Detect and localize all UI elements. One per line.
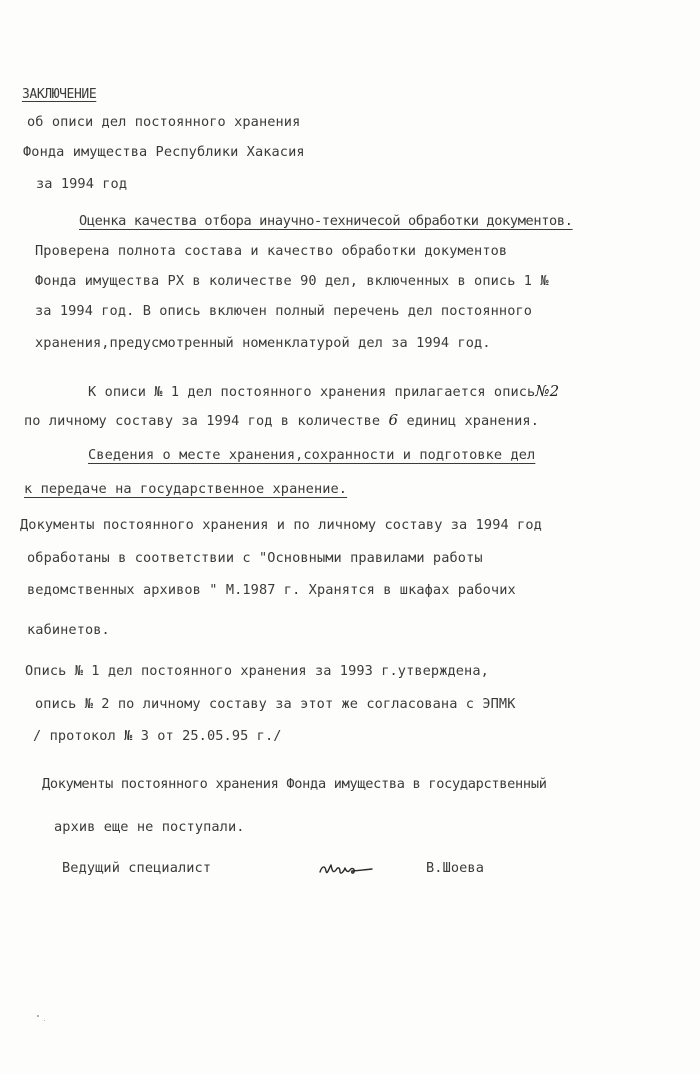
paragraph-2-line-1-text: К описи № 1 дел постоянного хранения прилагается опись <box>88 384 536 400</box>
signature-name: В.Шоева <box>426 860 484 876</box>
paragraph-1-line-3: за 1994 год. В опись включен полный перечень дел постоянного <box>35 303 533 319</box>
paragraph-2-line-2-text-b: единиц хранения. <box>398 413 540 429</box>
paragraph-3-line-3: ведомственных архивов " М.1987 г. Хранятся в шкафах рабочих <box>27 582 516 598</box>
handwritten-opis-number: №2 <box>535 382 560 400</box>
section-2-heading-line-1: Сведения о месте хранения,сохранности и подготовке дел <box>88 447 536 463</box>
handwritten-unit-count: 6 <box>388 411 399 429</box>
paragraph-1-line-2: Фонда имущества РХ в количестве 90 дел, включенных в опись 1 № <box>35 273 549 289</box>
subtitle-line-2: Фонда имущества Республики Хакасия <box>23 144 305 160</box>
paragraph-4-line-2: опись № 2 по личному составу за этот же согласована с ЭПМК <box>35 696 516 712</box>
subtitle-line-3: за 1994 год <box>36 176 128 192</box>
paragraph-3-line-2: обработаны в соответствии с "Основными правилами работы <box>27 550 483 566</box>
paragraph-2-line-2 <box>24 411 539 430</box>
paragraph-2-line-2-text-a: по личному составу за 1994 год в количестве <box>24 413 389 429</box>
section-1-heading: Оценка качества отбора инаучно-техничесой обработки документов. <box>79 213 573 229</box>
paragraph-1-line-4: хранения,предусмотренный номенклатурой дел за 1994 год. <box>35 335 491 351</box>
paragraph-3-line-4: кабинетов. <box>27 622 110 638</box>
paragraph-3-line-1: Документы постоянного хранения и по личному составу за 1994 год <box>20 517 542 533</box>
paragraph-4-line-3: / протокол № 3 от 25.05.95 г./ <box>33 728 282 744</box>
paragraph-5-line-1: Документы постоянного хранения Фонда имущества в государственный <box>42 776 547 792</box>
paper-speck <box>37 1015 39 1017</box>
paragraph-2-line-1 <box>88 382 559 401</box>
paragraph-5-line-2: архив еще не поступали. <box>54 819 245 835</box>
paragraph-4-line-1: Опись № 1 дел постоянного хранения за 1993 г.утверждена, <box>25 663 489 679</box>
signature-position: Ведущий специалист <box>62 860 212 876</box>
document-heading: ЗАКЛЮЧЕНИЕ <box>22 87 97 102</box>
paper-speck <box>44 1020 45 1021</box>
section-2-heading-line-2: к передаче на государственное хранение. <box>24 481 348 497</box>
subtitle-line-1: об описи дел постоянного хранения <box>27 114 301 130</box>
handwritten-signature <box>318 856 374 880</box>
paragraph-1-line-1: Проверена полнота состава и качество обработки документов <box>35 243 508 259</box>
